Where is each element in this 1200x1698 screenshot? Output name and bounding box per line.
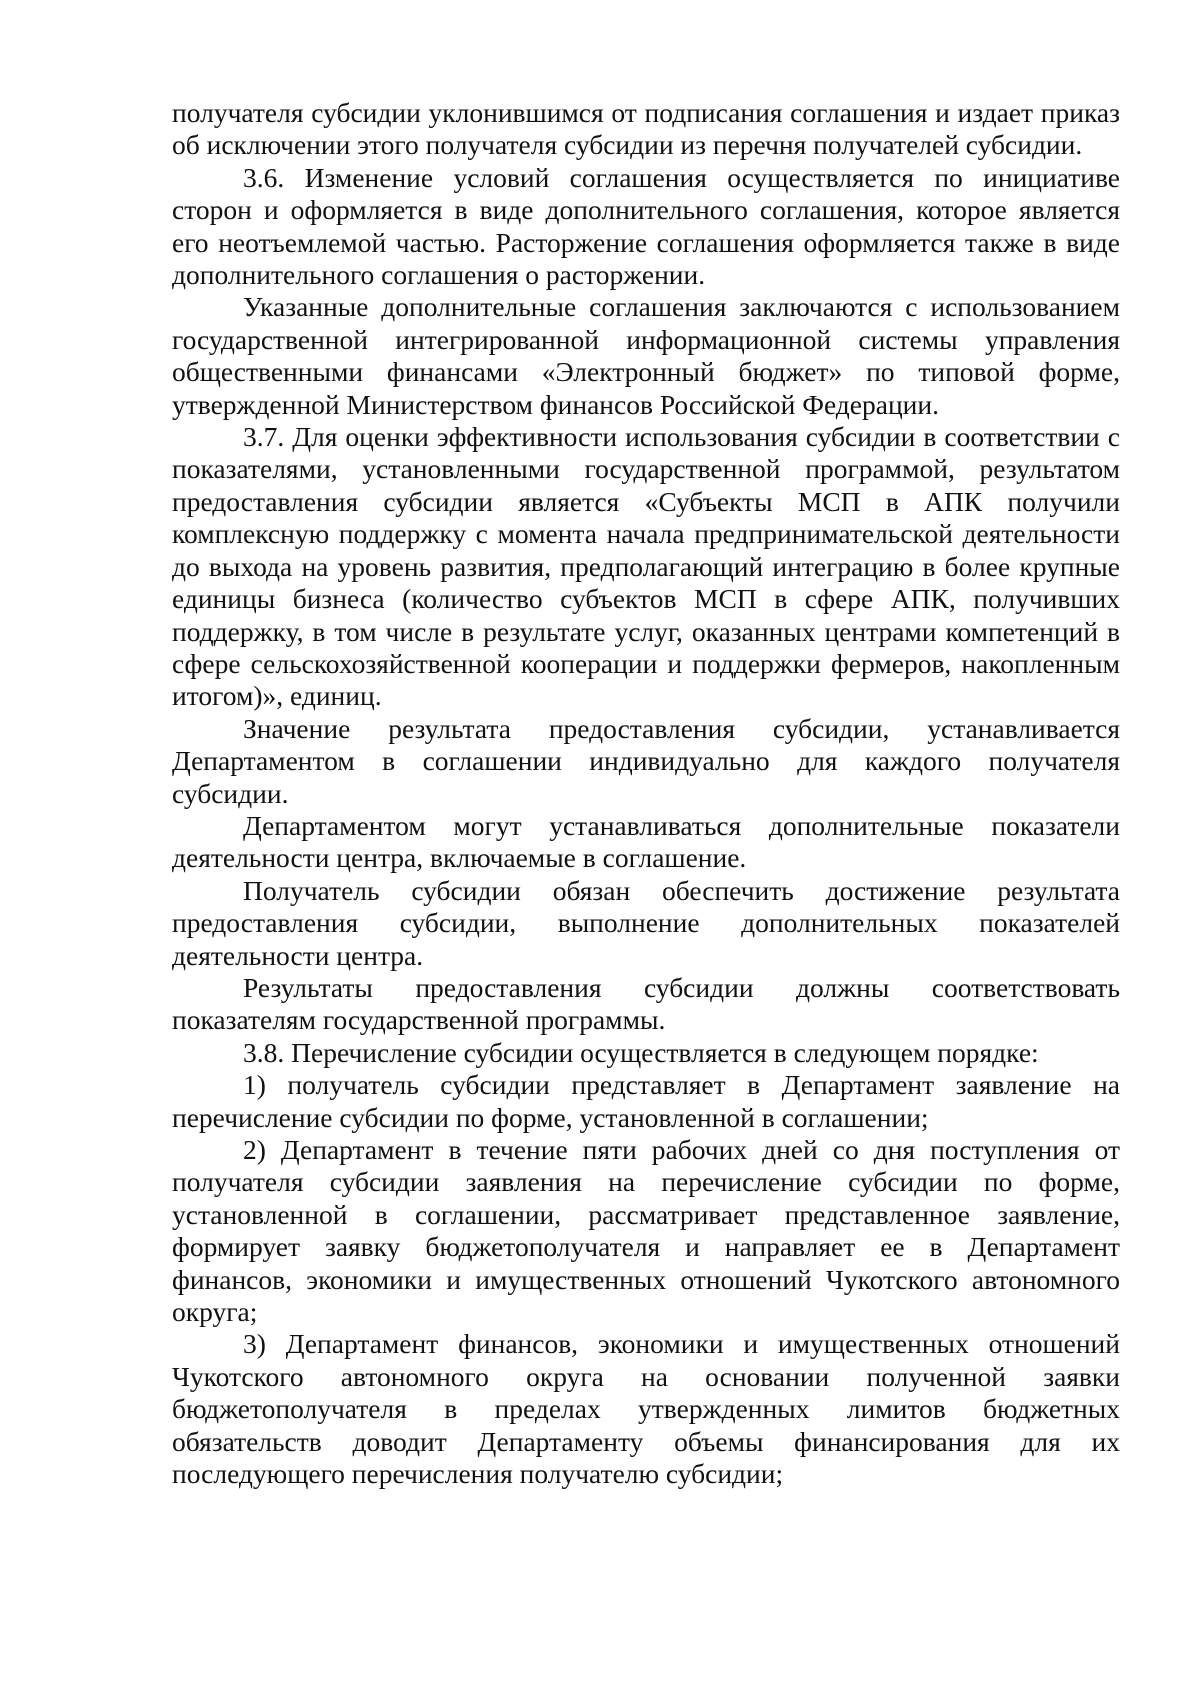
paragraph-3-8-item-1: 1) получатель субсидии представляет в Департамент заявление на перечисление субсидии по форме, установленной в соглашении; [172, 1069, 1120, 1133]
paragraph-3-8-item-3: 3) Департамент финансов, экономики и имущественных отношений Чукотского автономного округа на основании полученной заявки бюджетополучателя в пределах утвержденных лимитов бюджетных обязательств доводит Департаменту объемы финансирования для их последующего перечисления получателю субсидии; [172, 1328, 1120, 1490]
document-page [172, 97, 1120, 1490]
paragraph-3-7-additional-indicators: Департаментом могут устанавливаться дополнительные показатели деятельности центра, включаемые в соглашение. [172, 809, 1120, 874]
paragraph-3-7-recipient-obligation: Получатель субсидии обязан обеспечить достижение результата предоставления субсидии, выполнение дополнительных показателей деятельности центра. [172, 874, 1120, 971]
paragraph-3-6: 3.6. Изменение условий соглашения осуществляется по инициативе сторон и оформляется в виде дополнительного соглашения, которое является его неотъемлемой частью. Расторжение соглашения оформляется также в виде дополнительного соглашения о расторжении. [172, 161, 1120, 291]
paragraph-3-7-results-compliance: Результаты предоставления субсидии должны соответствовать показателям государственной программы. [172, 971, 1120, 1036]
paragraph-3-7-result-value: Значение результата предоставления субсидии, устанавливается Департаментом в соглашении индивидуально для каждого получателя субсидии. [172, 712, 1120, 809]
paragraph-3-8-item-2: 2) Департамент в течение пяти рабочих дней со дня поступления от получателя субсидии заявления на перечисление субсидии по форме, установленной в соглашении, рассматривает представленное заявление, формирует заявку бюджетополучателя и направляет ее в Департамент финансов, экономики и имущественных отношений Чукотского автономного округа; [172, 1134, 1120, 1328]
paragraph-3-8: 3.8. Перечисление субсидии осуществляется в следующем порядке: [243, 1036, 1039, 1068]
paragraph-continuation: получателя субсидии уклонившимся от подписания соглашения и издает приказ об исключении этого получателя субсидии из перечня получателей субсидии. [172, 97, 1120, 161]
paragraph-3-7: 3.7. Для оценки эффективности использования субсидии в соответствии с показателями, установленными государственной программой, результатом предоставления субсидии является «Субъекты МСП в АПК получили комплексную поддержку с момента начала предпринимательской деятельности до выхода на уровень развития, предполагающий интеграцию в более крупные единицы бизнеса (количество субъектов МСП в сфере АПК, получивших поддержку, в том числе в результате услуг, оказанных центрами компетенций в сфере сельскохозяйственной кооперации и поддержки фермеров, накопленным итогом)», единиц. [172, 421, 1120, 712]
paragraph-3-6-agreements: Указанные дополнительные соглашения заключаются с использованием государственной интегрированной информационной системы управления общественными финансами «Электронный бюджет» по типовой форме, утвержденной Министерством финансов Российской Федерации. [172, 291, 1120, 420]
